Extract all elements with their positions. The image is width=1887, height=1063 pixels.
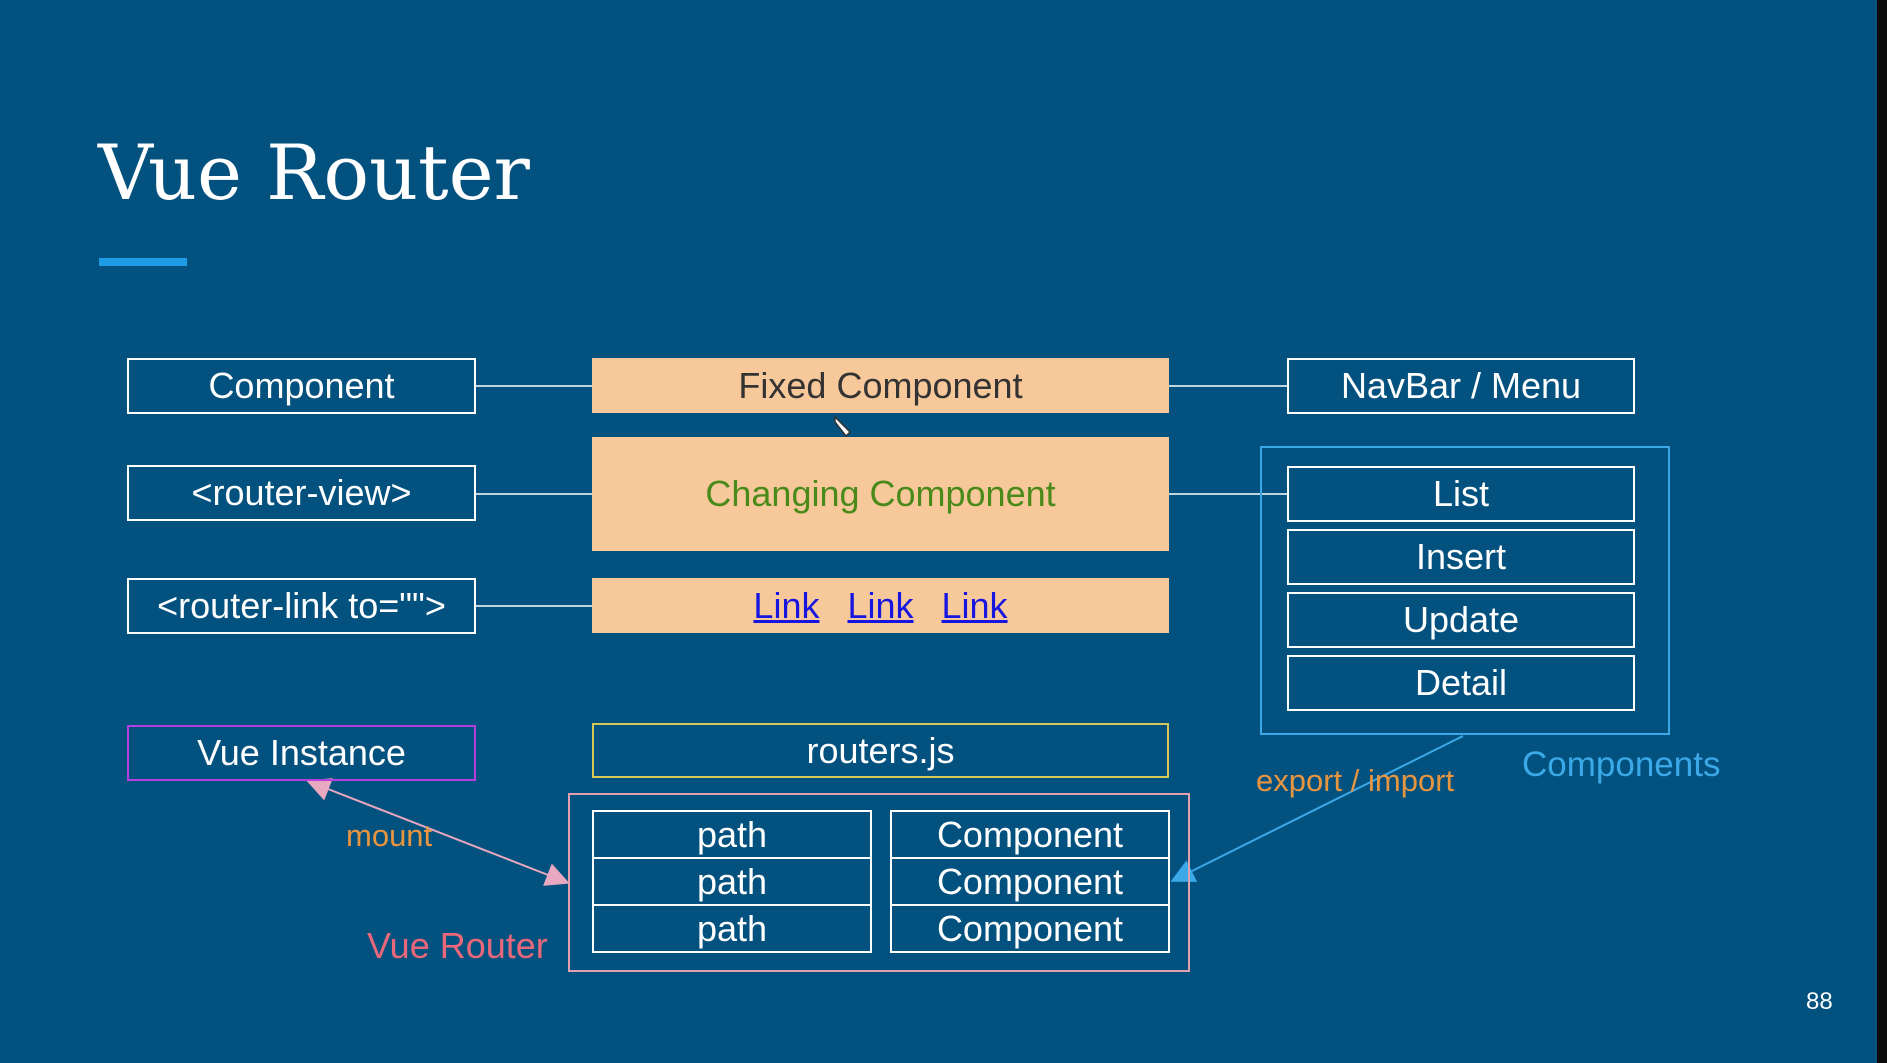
components-label: Components [1522,745,1721,784]
router-component-3: Component [890,904,1170,953]
router-component-1: Component [890,810,1170,859]
fixed-component-box: Fixed Component [592,358,1169,413]
routers-js-box: routers.js [592,723,1169,778]
cursor-icon [832,414,858,440]
links-box [592,578,1169,633]
component-item-insert: Insert [1287,529,1635,585]
router-path-1: path [592,810,872,859]
mount-label: mount [346,818,433,853]
window-right-bar [1877,0,1887,1063]
router-path-3: path [592,904,872,953]
changing-component-label: Changing Component [705,473,1056,514]
title-underline [99,258,187,266]
navbar-menu-box: NavBar / Menu [1287,358,1635,414]
link-3[interactable]: Link [941,584,1008,626]
vue-router-label: Vue Router [367,925,548,966]
vue-instance-box: Vue Instance [127,725,476,781]
page-number: 88 [1806,988,1833,1015]
export-import-arrow [1174,736,1463,880]
slide-title: Vue Router [98,128,530,217]
link-1[interactable]: Link [753,584,820,626]
router-path-2: path [592,857,872,906]
component-box: Component [127,358,476,414]
link-2[interactable]: Link [847,584,914,626]
component-item-list: List [1287,466,1635,522]
component-item-update: Update [1287,592,1635,648]
router-view-box: <router-view> [127,465,476,521]
router-link-box: <router-link to=""> [127,578,476,634]
component-item-detail: Detail [1287,655,1635,711]
export-import-label: export / import [1256,763,1455,798]
changing-component-box [592,437,1169,551]
router-component-2: Component [890,857,1170,906]
